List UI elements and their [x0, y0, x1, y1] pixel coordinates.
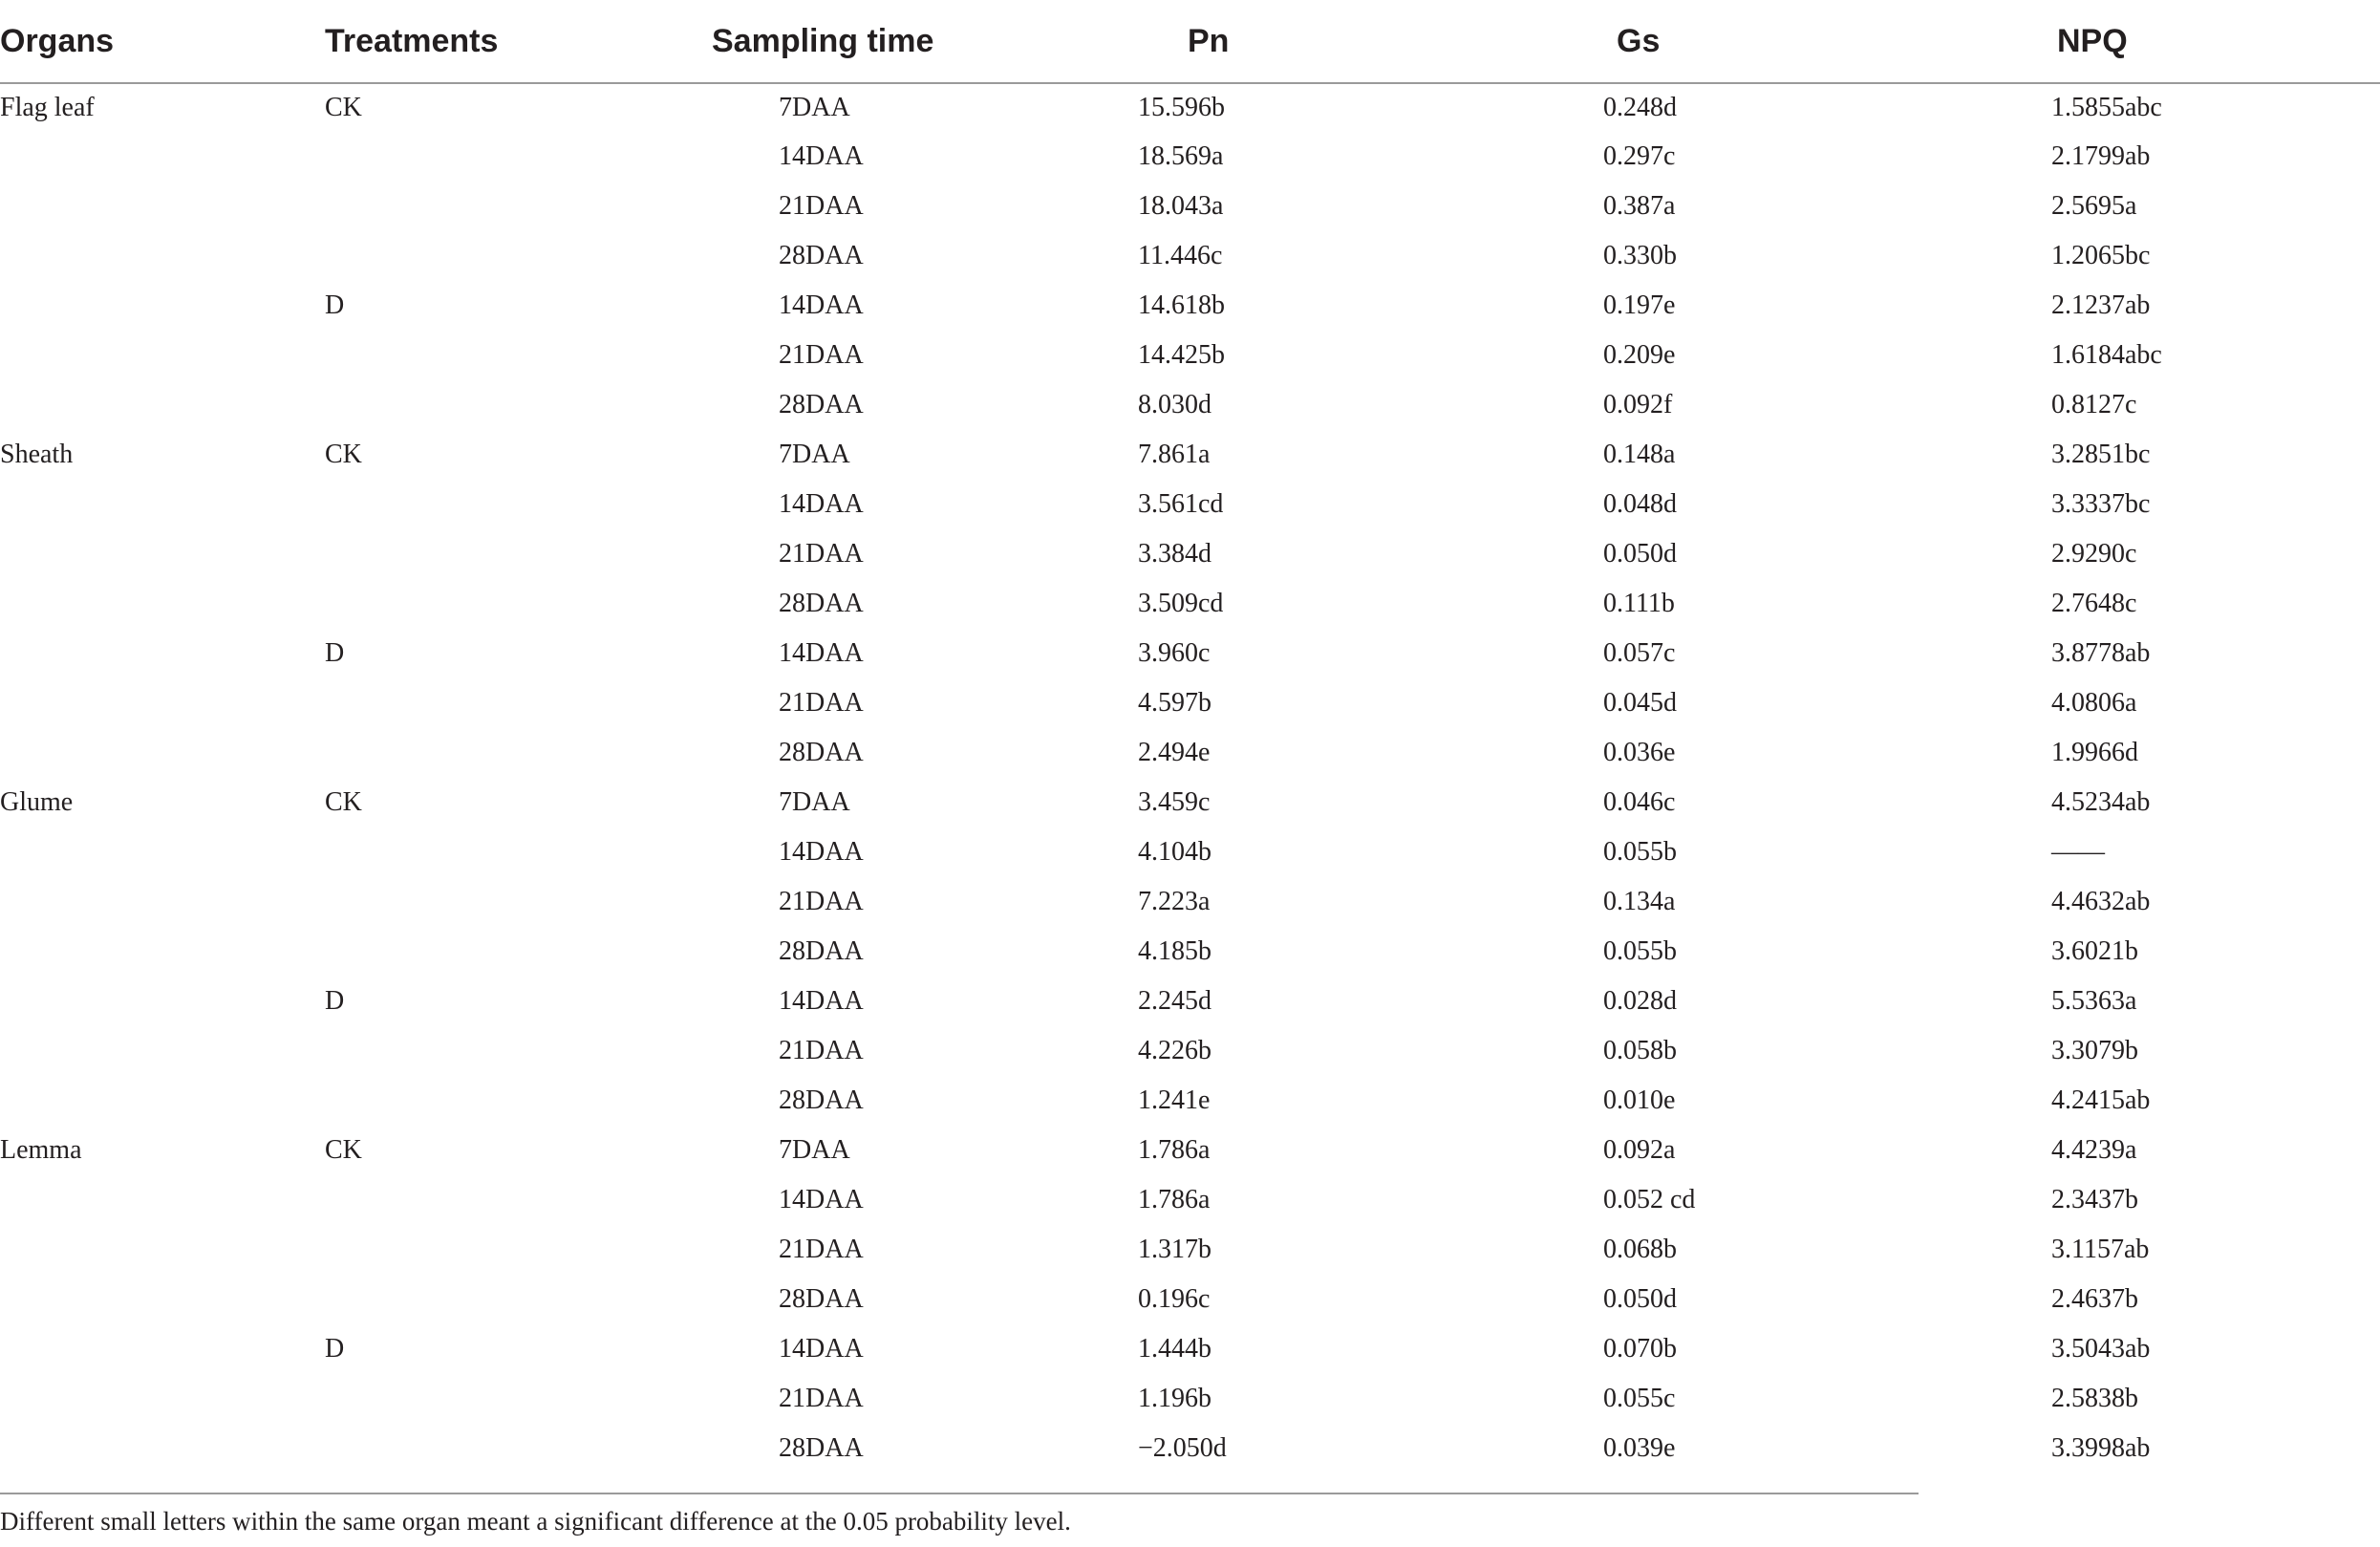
cell-sampling-time: 21DAA — [779, 1036, 864, 1065]
cell-organ — [0, 1374, 325, 1424]
cell-npq: 2.1237ab — [2051, 290, 2151, 320]
cell-sampling-time: 7DAA — [779, 1135, 850, 1165]
cell-pn: 3.509cd — [1138, 589, 1224, 618]
cell-treatment — [325, 231, 650, 281]
cell-sampling-time: 28DAA — [779, 1085, 864, 1115]
cell-gs: 0.092f — [1603, 390, 1673, 419]
cell-treatment — [325, 1076, 650, 1126]
table-row — [0, 1374, 2380, 1424]
cell-pn: 11.446c — [1138, 241, 1223, 270]
cell-npq: 1.5855abc — [2051, 93, 2162, 122]
cell-treatment: CK — [325, 440, 362, 469]
cell-organ — [0, 877, 325, 927]
cell-treatment — [325, 529, 650, 579]
cell-pn: 7.223a — [1138, 887, 1211, 916]
cell-organ — [0, 231, 325, 281]
cell-organ — [0, 480, 325, 529]
header-sampling-time: Sampling time — [650, 0, 1046, 83]
cell-npq: 3.8778ab — [2051, 638, 2151, 668]
cell-npq: 2.5695a — [2051, 191, 2137, 221]
cell-sampling-time: 14DAA — [779, 489, 864, 519]
cell-pn: 7.861a — [1138, 440, 1211, 469]
cell-treatment — [325, 579, 650, 629]
cell-organ — [0, 728, 325, 778]
cell-organ — [0, 529, 325, 579]
cell-pn: 1.196b — [1138, 1384, 1211, 1413]
cell-pn: 4.597b — [1138, 688, 1211, 718]
cell-npq: 4.4632ab — [2051, 887, 2151, 916]
cell-organ: Sheath — [0, 440, 74, 469]
cell-treatment — [325, 1424, 650, 1473]
cell-organ — [0, 331, 325, 380]
table-row — [0, 827, 2380, 877]
table-row — [0, 1126, 2380, 1175]
table-row — [0, 977, 2380, 1026]
cell-treatment: D — [325, 1334, 345, 1364]
cell-gs: 0.057c — [1603, 638, 1676, 668]
cell-gs: 0.068b — [1603, 1235, 1677, 1264]
table-body — [0, 83, 2380, 1473]
table-row — [0, 1275, 2380, 1324]
cell-gs: 0.010e — [1603, 1085, 1676, 1115]
cell-sampling-time: 14DAA — [779, 141, 864, 171]
cell-npq: 2.5838b — [2051, 1384, 2138, 1413]
cell-npq: 0.8127c — [2051, 390, 2137, 419]
cell-treatment: D — [325, 638, 345, 668]
cell-gs: 0.134a — [1603, 887, 1676, 916]
cell-gs: 0.046c — [1603, 787, 1676, 817]
cell-treatment — [325, 678, 650, 728]
cell-npq: 4.5234ab — [2051, 787, 2151, 817]
table-row — [0, 629, 2380, 678]
cell-sampling-time: 28DAA — [779, 589, 864, 618]
cell-npq: 2.7648c — [2051, 589, 2137, 618]
cell-pn: 18.043a — [1138, 191, 1224, 221]
header-gs: Gs — [1484, 0, 1932, 83]
table-row — [0, 778, 2380, 827]
cell-npq: 2.1799ab — [2051, 141, 2151, 171]
cell-gs: 0.055b — [1603, 837, 1677, 867]
cell-gs: 0.055c — [1603, 1384, 1676, 1413]
cell-pn: 2.494e — [1138, 738, 1211, 767]
cell-sampling-time: 7DAA — [779, 787, 850, 817]
cell-gs: 0.055b — [1603, 936, 1677, 966]
cell-treatment — [325, 480, 650, 529]
cell-pn: 18.569a — [1138, 141, 1224, 171]
cell-treatment — [325, 132, 650, 182]
cell-treatment — [325, 1026, 650, 1076]
cell-treatment — [325, 927, 650, 977]
cell-pn: −2.050d — [1138, 1433, 1227, 1463]
cell-pn: 14.425b — [1138, 340, 1225, 370]
cell-pn: 2.245d — [1138, 986, 1211, 1016]
header-npq: NPQ — [1932, 0, 2380, 83]
table-row — [0, 1225, 2380, 1275]
cell-npq: 5.5363a — [2051, 986, 2137, 1016]
cell-npq: 3.1157ab — [2051, 1235, 2150, 1264]
cell-organ — [0, 380, 325, 430]
cell-pn: 3.561cd — [1138, 489, 1224, 519]
table-row — [0, 678, 2380, 728]
header-pn: Pn — [1046, 0, 1484, 83]
cell-sampling-time: 14DAA — [779, 837, 864, 867]
cell-pn: 1.786a — [1138, 1135, 1211, 1165]
table-row — [0, 281, 2380, 331]
cell-treatment — [325, 380, 650, 430]
cell-sampling-time: 28DAA — [779, 390, 864, 419]
header-row — [0, 0, 2380, 83]
cell-gs: 0.297c — [1603, 141, 1676, 171]
cell-npq: 4.4239a — [2051, 1135, 2137, 1165]
cell-organ — [0, 1225, 325, 1275]
cell-gs: 0.052 cd — [1603, 1185, 1696, 1214]
table-row — [0, 927, 2380, 977]
cell-pn: 3.960c — [1138, 638, 1211, 668]
cell-organ — [0, 827, 325, 877]
cell-npq: 1.9966d — [2051, 738, 2138, 767]
cell-organ — [0, 281, 325, 331]
cell-organ — [0, 579, 325, 629]
cell-gs: 0.048d — [1603, 489, 1677, 519]
table-footnote: Different small letters within the same organ meant a significant difference at the 0.05 probability level. — [0, 1507, 1071, 1536]
cell-organ — [0, 629, 325, 678]
cell-organ — [0, 1324, 325, 1374]
cell-sampling-time: 28DAA — [779, 1284, 864, 1314]
cell-sampling-time: 14DAA — [779, 638, 864, 668]
cell-sampling-time: 21DAA — [779, 688, 864, 718]
cell-gs: 0.045d — [1603, 688, 1677, 718]
cell-gs: 0.050d — [1603, 1284, 1677, 1314]
cell-organ: Glume — [0, 787, 74, 817]
cell-treatment — [325, 1374, 650, 1424]
cell-gs: 0.209e — [1603, 340, 1676, 370]
table-row — [0, 380, 2380, 430]
header-organs: Organs — [0, 0, 325, 83]
cell-pn: 8.030d — [1138, 390, 1211, 419]
cell-organ: Lemma — [0, 1135, 82, 1165]
table-row — [0, 331, 2380, 380]
cell-organ — [0, 678, 325, 728]
cell-pn: 3.384d — [1138, 539, 1211, 569]
cell-npq: 2.9290c — [2051, 539, 2137, 569]
cell-npq: 4.2415ab — [2051, 1085, 2151, 1115]
cell-treatment: D — [325, 290, 345, 320]
cell-gs: 0.039e — [1603, 1433, 1676, 1463]
cell-treatment — [325, 728, 650, 778]
table-row — [0, 579, 2380, 629]
cell-treatment: CK — [325, 787, 362, 817]
cell-npq: 3.3337bc — [2051, 489, 2151, 519]
header-treatments: Treatments — [325, 0, 650, 83]
cell-sampling-time: 21DAA — [779, 340, 864, 370]
cell-sampling-time: 28DAA — [779, 738, 864, 767]
cell-treatment: CK — [325, 93, 362, 122]
cell-pn: 4.104b — [1138, 837, 1211, 867]
cell-treatment — [325, 827, 650, 877]
cell-npq: 1.6184abc — [2051, 340, 2162, 370]
cell-gs: 0.387a — [1603, 191, 1676, 221]
cell-treatment — [325, 331, 650, 380]
cell-gs: 0.028d — [1603, 986, 1677, 1016]
table-row — [0, 480, 2380, 529]
cell-npq: 3.3079b — [2051, 1036, 2138, 1065]
cell-npq: 4.0806a — [2051, 688, 2137, 718]
cell-treatment — [325, 1175, 650, 1225]
cell-gs: 0.058b — [1603, 1036, 1677, 1065]
cell-sampling-time: 21DAA — [779, 539, 864, 569]
cell-pn: 14.618b — [1138, 290, 1225, 320]
table-row — [0, 182, 2380, 231]
cell-pn: 1.317b — [1138, 1235, 1211, 1264]
table-row — [0, 1324, 2380, 1374]
cell-organ — [0, 927, 325, 977]
table-row — [0, 529, 2380, 579]
cell-sampling-time: 28DAA — [779, 241, 864, 270]
cell-npq: 3.6021b — [2051, 936, 2138, 966]
cell-sampling-time: 14DAA — [779, 986, 864, 1016]
cell-gs: 0.248d — [1603, 93, 1677, 122]
cell-pn: 3.459c — [1138, 787, 1211, 817]
cell-treatment: CK — [325, 1135, 362, 1165]
cell-sampling-time: 21DAA — [779, 887, 864, 916]
cell-npq: 3.3998ab — [2051, 1433, 2151, 1463]
cell-treatment — [325, 182, 650, 231]
cell-sampling-time: 21DAA — [779, 191, 864, 221]
cell-sampling-time: 28DAA — [779, 936, 864, 966]
cell-gs: 0.111b — [1603, 589, 1675, 618]
cell-organ — [0, 1275, 325, 1324]
cell-npq: —— — [2051, 837, 2105, 867]
cell-sampling-time: 7DAA — [779, 93, 850, 122]
cell-organ — [0, 1026, 325, 1076]
cell-pn: 1.786a — [1138, 1185, 1211, 1214]
cell-npq: 3.2851bc — [2051, 440, 2151, 469]
cell-gs: 0.197e — [1603, 290, 1676, 320]
cell-gs: 0.036e — [1603, 738, 1676, 767]
cell-organ: Flag leaf — [0, 93, 95, 122]
cell-gs: 0.070b — [1603, 1334, 1677, 1364]
cell-organ — [0, 182, 325, 231]
cell-sampling-time: 28DAA — [779, 1433, 864, 1463]
cell-gs: 0.092a — [1603, 1135, 1676, 1165]
cell-npq: 2.4637b — [2051, 1284, 2138, 1314]
table-row — [0, 1175, 2380, 1225]
table-row — [0, 83, 2380, 132]
table-row — [0, 132, 2380, 182]
table-row — [0, 1076, 2380, 1126]
cell-pn: 4.226b — [1138, 1036, 1211, 1065]
cell-pn: 0.196c — [1138, 1284, 1211, 1314]
cell-npq: 2.3437b — [2051, 1185, 2138, 1214]
cell-pn: 15.596b — [1138, 93, 1225, 122]
cell-organ — [0, 1175, 325, 1225]
cell-sampling-time: 21DAA — [779, 1235, 864, 1264]
cell-organ — [0, 1076, 325, 1126]
table-row — [0, 231, 2380, 281]
cell-organ — [0, 132, 325, 182]
table-row — [0, 1424, 2380, 1473]
cell-gs: 0.050d — [1603, 539, 1677, 569]
cell-sampling-time: 14DAA — [779, 1185, 864, 1214]
cell-gs: 0.148a — [1603, 440, 1676, 469]
cell-gs: 0.330b — [1603, 241, 1677, 270]
table-row — [0, 728, 2380, 778]
table-row — [0, 1026, 2380, 1076]
cell-npq: 1.2065bc — [2051, 241, 2151, 270]
cell-organ — [0, 977, 325, 1026]
table-row — [0, 430, 2380, 480]
cell-sampling-time: 7DAA — [779, 440, 850, 469]
cell-pn: 1.241e — [1138, 1085, 1211, 1115]
cell-organ — [0, 1424, 325, 1473]
cell-treatment: D — [325, 986, 345, 1016]
cell-pn: 4.185b — [1138, 936, 1211, 966]
cell-sampling-time: 14DAA — [779, 290, 864, 320]
cell-treatment — [325, 877, 650, 927]
cell-treatment — [325, 1225, 650, 1275]
cell-pn: 1.444b — [1138, 1334, 1211, 1364]
cell-npq: 3.5043ab — [2051, 1334, 2151, 1364]
cell-sampling-time: 14DAA — [779, 1334, 864, 1364]
table-bottom-rule — [0, 1493, 1919, 1494]
cell-sampling-time: 21DAA — [779, 1384, 864, 1413]
table-row — [0, 877, 2380, 927]
cell-treatment — [325, 1275, 650, 1324]
